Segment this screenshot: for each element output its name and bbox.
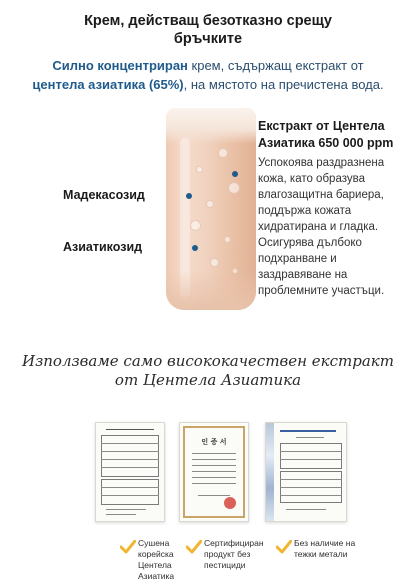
checkmark-icon [186,540,202,554]
quality-line-2: от Центела Азиатика [114,371,302,389]
caption-2: Сертифициран продукт без пестициди [204,538,264,570]
extract-description: Успокоява раздразнена кожа, като образува влагозащитна бариера, поддържа кожата хидратирана и гладка. Осигурява дълбоко подхранване и заздравяване на проблемните участъци. [258,157,385,297]
extract-title: Екстракт от Центела Азиатика 650 000 ppm [258,119,394,150]
product-tube-image [166,108,256,310]
certificate-document-3 [265,422,347,522]
label-asiaticoside: Азиатикозид [63,240,143,254]
checkmark-icon [120,540,136,554]
intro-text [10,56,406,94]
heading-line-2: бръчките [173,31,243,47]
checkmark-icon [276,540,292,554]
heading-line-1: Крем, действащ безотказно срещу [84,13,332,29]
marker-dot-asiaticoside [192,245,198,251]
cream-tube [166,108,256,310]
certificate-title: 인 증 서 [201,438,227,446]
intro-bold-2: центела азиатика (65%) [32,77,184,92]
intro-bold-1: Силно концентриран [52,58,188,73]
marker-dot-madecassoside [186,193,192,199]
intro-text-1: крем, съдържащ екстракт от [187,58,364,73]
page-heading [0,12,416,48]
quality-line-1: Използваме само висококачествен екстракт [21,352,394,370]
certificate-document-1 [95,422,165,522]
certificate-document-2 [179,422,249,522]
intro-text-2: , на мястото на пречистена вода. [183,77,384,92]
caption-1: Сушена корейска Центела Азиатика [138,538,175,581]
caption-3: Без наличие на тежки метали [294,538,356,559]
quality-heading [0,352,416,390]
red-stamp [224,497,236,509]
label-madecassoside: Мадекасозид [63,188,145,202]
marker-dot-extract [232,171,238,177]
